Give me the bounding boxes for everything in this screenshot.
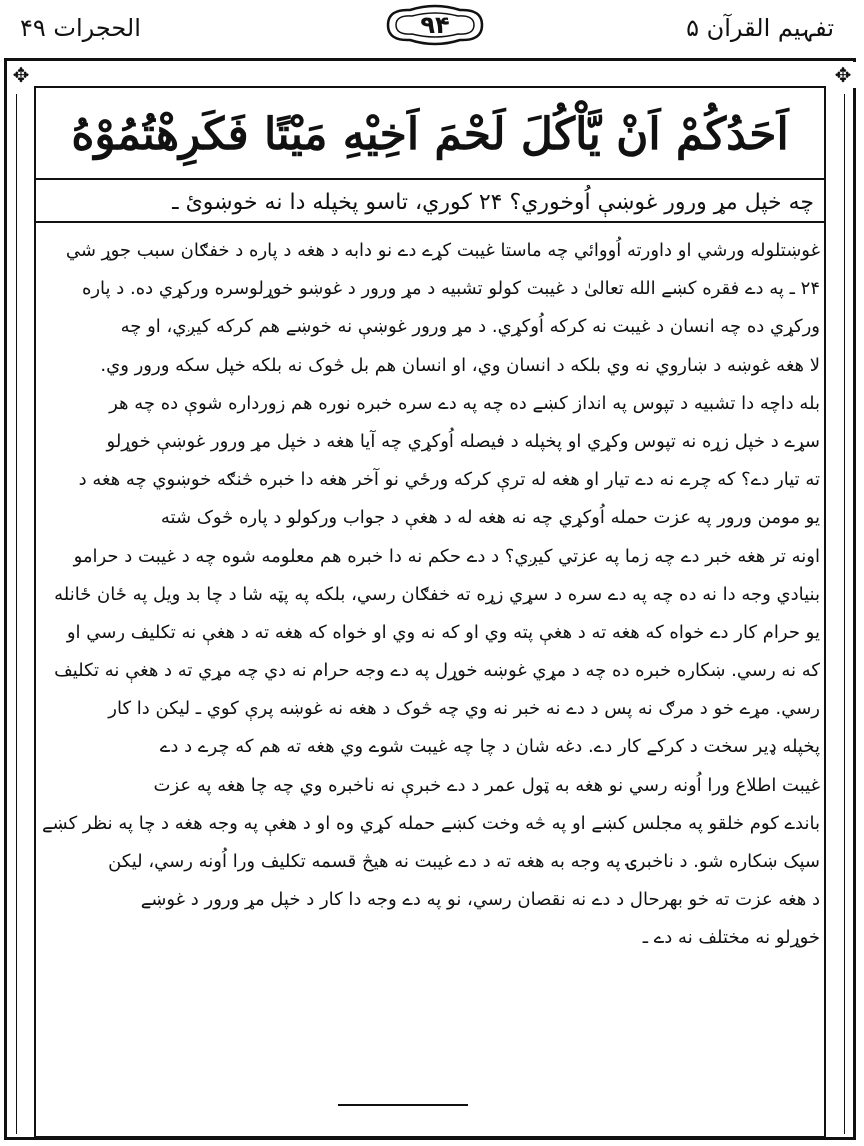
commentary-line: ته تيار دے؟ که چرے نه دے تيار او هغه له ترې کرکه ورځي نو آخر هغه دا خبره څنګه خوښوي چه هغه د — [78, 469, 820, 491]
commentary-line: باندے کوم خلقو په مجلس کښے او په څه وخت کښے حمله کړي وه او د هغې په وجه هغه د چا په نظر کښے — [42, 812, 820, 834]
end-divider — [338, 1104, 468, 1106]
commentary-line: غوښتلوله ورشي او داورته اُووائي چه ماستا غيبت کړے دے نو دابه د هغه د پاره د خفګان سبب جوړ شي — [65, 240, 820, 261]
translation-row — [34, 183, 826, 223]
commentary-line: رسي. مړے خو د مرګ نه پس د دے نه خبر نه وي چه څوک د هغه نه غوښه پرې کوي ـ ليکن دا کار — [108, 698, 820, 720]
commentary-line: ۲۴ ـ په دے فقره کښے الله تعالىٰ د غيبت کولو تشبيه د مړ ورور د غوښو خوړلوسره ورکړي ده. د پاره — [81, 278, 820, 300]
commentary-line: پخپله ډير سخت د کرکے کار دے. دغه شان د چا چه غيبت شوے وي هغه ته هم که چرے د دے — [159, 736, 820, 758]
surah-reference: الحجرات ۴۹ — [20, 14, 141, 42]
commentary-line: يو مومن ورور په عزت حمله اُوکړي چه نه هغه له د هغې د جواب ورکولو د پاره څوک شته — [160, 507, 820, 529]
page-number-badge — [380, 4, 490, 46]
commentary-line: ورکړي ده چه انسان د غيبت نه کرکه اُوکړي. د مړ ورور غوښې نه خوښے هم کرکه کيږي، او چه — [120, 316, 820, 338]
commentary-line: يو حرام کار دے خواه که هغه ته د هغې پته وي او که نه وي او خواه که هغه ته د هغې نه تکليف رسي او — [66, 621, 820, 643]
corner-ornament-icon: ✥ — [830, 62, 856, 88]
translation-text: چه خپل مړ ورور غوښې اُوخوري؟ ۲۴ کوري، تاسو پخپله دا نه خوښوئ ـ — [172, 189, 814, 215]
commentary-line: د هغه عزت ته خو بهرحال د دے نه نقصان رسي، نو په دے وجه دا کار د خپل مړ ورور د غوښے — [140, 889, 820, 911]
commentary-line: خوړلو نه مختلف نه دے ـ — [642, 927, 820, 949]
commentary-body — [40, 232, 820, 1112]
commentary-line: بنيادي وجه دا نه ده چه په دے سره د سړي زړه ته خفګان رسي، بلکه په پټه شا د چا بد ويل په ځان ځانله — [54, 583, 820, 605]
book-title: تفہیم القرآن ۵ — [686, 14, 834, 42]
commentary-line: غيبت اطلاع ورا اُونه رسي نو هغه به ټول عمر د دے خبرې نه ناخبره وي چه چا هغه په عزت — [153, 774, 820, 796]
commentary-line: سپک ښکاره شو. د ناخبرۍ په وجه به هغه ته د دے غيبت نه هيڅ قسمه تکليف ورا اُونه رسي، ليکن — [108, 851, 820, 872]
commentary-line: اونه تر هغه خبر دے چه زما په عزتي کيږي؟ د دے حکم نه دا خبره هم معلومه شوه چه د غيبت د حرامو — [73, 545, 820, 567]
ayah-text: اَحَدُكُمْ اَنْ يَّاْكُلَ لَحْمَ اَخِيْهِ مَيْتًا فَكَرِهْتُمُوْهُ — [71, 108, 789, 160]
page-number: ۹۴ — [420, 11, 450, 39]
commentary-line: سړے د خپل زړه نه تپوس وکړي او پخپله د فيصله اُوکړي چه آيا هغه د خپل مړ ورور غوښې خوړلو — [106, 430, 820, 452]
commentary-line: لا هغه غوښه د ښاروي نه وي بلکه د انسان وي، او انسان هم بل څوک نه بلکه خپل سکه ورور وي. — [100, 354, 820, 376]
ayah-banner — [34, 90, 826, 180]
corner-ornament-icon: ✥ — [8, 62, 34, 88]
right-margin-rule — [844, 94, 845, 1134]
commentary-line: بله داچه دا تشبيه د تپوس په انداز کښے ده چه په دے سره خبره نوره هم زورداره شوې ده چه هر — [109, 392, 820, 414]
commentary-line: که نه رسي. ښکاره خبره ده چه د مړي غوښه خوړل په دے وجه حرام نه دي چه مړي ته د هغې نه تکليف — [54, 660, 820, 682]
left-margin-rule — [16, 94, 17, 1134]
